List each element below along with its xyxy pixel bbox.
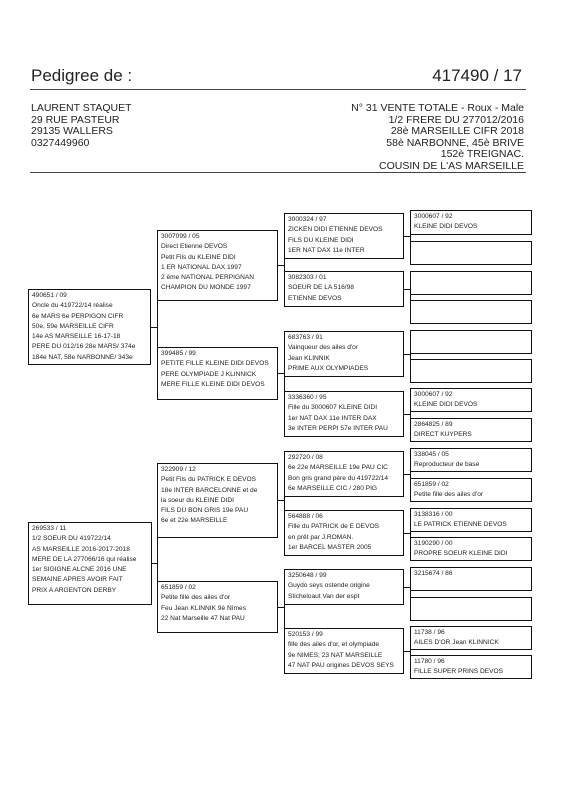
pedigree-note: 2 ème NATIONAL PERPIGNAN (161, 274, 255, 282)
ring-number: 417490 / 17 (432, 66, 522, 85)
pedigree-box-gen3-7 (284, 569, 404, 605)
owner-block (31, 103, 132, 149)
description-line: 58è NARBONNE, 45è BRIVE (386, 136, 524, 149)
pedigree-note: 3e INTER PERPI 57e INTER PAU (288, 424, 388, 432)
pedigree-note: en prêt par J.ROMAN. (288, 533, 354, 541)
pedigree-note: MERE DE LA 277066/16 qui réalise (32, 555, 137, 563)
ring-number: 3138316 / 00 (414, 511, 453, 518)
pedigree-box-gen4-3 (410, 271, 532, 295)
pedigree-note: SEMAINE APRES AVOIR FAIT (32, 576, 123, 584)
pedigree-note: PERE DU 012/16 28e MARS/ 374e (32, 343, 136, 351)
header-divider (30, 89, 526, 90)
pedigree-note: 14e AS MARSEILLE 16-17-18 (32, 333, 121, 341)
pedigree-box-gen3-5 (284, 451, 404, 497)
pedigree-box-father (28, 289, 151, 365)
pedigree-box-gen4-4 (410, 300, 532, 324)
pedigree-box-gen4-7 (410, 388, 532, 412)
ring-number: 3000324 / 97 (288, 216, 327, 223)
pedigree-note: 1ER NAT DAX 11e INTER (288, 246, 365, 254)
pedigree-note: 6e 22e MARSEILLE 19e PAU CIC (288, 464, 388, 472)
pedigree-note: 6e MARS 6e PERPIGON CIFR (32, 312, 124, 320)
pedigree-note: Guydo seys ostende origine (288, 582, 370, 590)
pedigree-note: 6e MARSEILLE CIC / 280 PIG (288, 484, 378, 492)
pedigree-note: FILLE SUPER PRINS DEVOS (414, 668, 504, 676)
ring-number: 3190290 / 00 (414, 540, 453, 547)
pedigree-box-mother (28, 522, 152, 605)
pedigree-note: CHAMPION DU MONDE 1997 (161, 284, 251, 292)
pedigree-box-gen4-8 (410, 418, 532, 442)
description-line: 1/2 FRERE DU 277012/2016 (388, 113, 524, 126)
pedigree-note: Petit Fils du KLEINE DIDI (161, 253, 236, 261)
pedigree-box-dam-dam (157, 581, 278, 633)
pedigree-note: Petite fille des ailes d'or (161, 594, 231, 602)
pedigree-box-gen3-1 (284, 213, 404, 259)
pedigree-box-gen4-6 (410, 359, 532, 383)
pedigree-note: PRIX A ARGENTON DERBY (32, 586, 117, 594)
pedigree-note: KLEINE DIDI DEVOS (414, 401, 478, 409)
owner-city: 29135 WALLERS (31, 125, 113, 137)
ring-number: 651859 / 02 (414, 481, 449, 488)
pedigree-box-gen3-6 (284, 510, 404, 556)
pedigree-box-gen4-2 (410, 241, 532, 265)
pedigree-note: 22 Nat Marseille 47 Nat PAU (161, 614, 245, 622)
ring-number: 3007099 / 05 (161, 233, 200, 240)
pedigree-note: FILS DU KLEINE DIDI (288, 236, 354, 244)
pedigree-note: la soeur du KLEINE DIDI (161, 496, 234, 504)
description-block (351, 103, 524, 172)
pedigree-note: Reproducteur de base (414, 461, 480, 469)
pedigree-note: Vainqueur des ailes d'or (288, 344, 359, 352)
pedigree-note: 6e et 22e MARSEILLE (161, 517, 228, 525)
pedigree-note: Bon gris grand père du 419722/14 (288, 474, 389, 482)
pedigree-note: Fille du PATRICK de E DEVOS (288, 523, 379, 531)
pedigree-box-gen3-3 (284, 331, 404, 377)
pedigree-box-sire-dam (157, 347, 278, 400)
ring-number: 269533 / 11 (32, 525, 67, 532)
pedigree-note: ZICKEN DIDI ETIENNE DEVOS (288, 226, 383, 234)
pedigree-box-gen3-4 (284, 391, 404, 437)
ring-number: 338045 / 05 (414, 451, 449, 458)
pedigree-note: Direct Etienne DEVOS (161, 243, 228, 251)
ring-number: 3336360 / 95 (288, 394, 327, 401)
page-title: Pedigree de : (31, 66, 133, 85)
pedigree-box-gen4-16 (410, 655, 532, 679)
ring-number: 399485 / 99 (161, 350, 196, 357)
pedigree-note: fille des ailes d'or, et olympiade (288, 641, 380, 649)
ring-number: 564888 / 06 (288, 513, 323, 520)
ring-number: 683763 / 91 (288, 334, 323, 341)
ring-number: 3250648 / 99 (288, 572, 327, 579)
owner-street: 29 RUE PASTEUR (31, 113, 120, 126)
pedigree-note: Fille du 3000607 KLEINE DIDI (288, 404, 378, 412)
description-line: 152è TREIGNAC. (440, 148, 524, 160)
pedigree-box-dam-sire (157, 463, 278, 538)
owner-name: LAURENT STAQUET (31, 102, 132, 114)
pedigree-box-gen4-15 (410, 626, 532, 650)
pedigree-note: ETIENNE DEVOS (288, 294, 342, 302)
ring-number: 490651 / 09 (32, 292, 67, 299)
pedigree-note: Jean KLINNIK (288, 354, 330, 362)
ring-number: 11780 / 96 (414, 658, 445, 665)
pedigree-note: Petit Fils du PATRICK E DEVOS (161, 476, 257, 484)
pedigree-note: 47 NAT PAU origines DEVOS SEYS (288, 661, 394, 669)
pedigree-note: Oncle du 419722/14 réalise (32, 302, 113, 310)
pedigree-note: KLEINE DIDI DEVOS (414, 223, 478, 231)
pedigree-note: Feu Jean KLINNIK 9è Nîmes (161, 604, 247, 612)
pedigree-note: PROPRE SOEUR KLEINE DIDI (414, 550, 508, 558)
description-line: COUSIN DE L'AS MARSEILLE (379, 159, 524, 172)
pedigree-note: 184e NAT, 58e NARBONNE/ 343e (32, 353, 133, 361)
pedigree-note: 9e NIMES; 23 NAT MARSEILLE (288, 651, 383, 659)
ring-number: 3082303 / 01 (288, 274, 327, 281)
pedigree-note: PRIME AUX OLYMPIADES (288, 364, 369, 372)
pedigree-note: AS MARSEILLE 2016-2017-2018 (32, 545, 130, 553)
pedigree-note: 1/2 SOEUR DU 419722/14 (32, 535, 111, 543)
pedigree-box-gen4-11 (410, 508, 532, 532)
ring-number: 3000607 / 92 (414, 391, 453, 398)
ring-number: 520153 / 99 (288, 631, 323, 638)
description-divider (30, 172, 526, 173)
pedigree-note: 18e INTER BARCELONNE et de (161, 486, 258, 494)
pedigree-box-gen4-12 (410, 537, 532, 561)
ring-number: 2864825 / 89 (414, 421, 453, 428)
pedigree-note: LE PATRICK ETIENNE DEVOS (414, 521, 507, 529)
pedigree-note: 50e, 59e MARSEILLE CIFR (32, 322, 114, 330)
pedigree-note: Sticheloaut Van der espt (288, 592, 360, 600)
ring-number: 3215674 / 86 (414, 570, 453, 577)
pedigree-box-sire-sire (157, 230, 278, 301)
owner-phone: 0327449960 (31, 136, 90, 149)
pedigree-box-gen4-10 (410, 478, 532, 502)
ring-number: 3000607 / 92 (414, 213, 453, 220)
pedigree-box-gen4-5 (410, 330, 532, 354)
pedigree-box-gen4-9 (410, 448, 532, 472)
pedigree-box-gen4-13 (410, 567, 532, 591)
ring-number: 322909 / 12 (161, 466, 196, 473)
pedigree-note: 1 ER NATIONAL DAX 1997 (161, 263, 242, 271)
pedigree-box-gen3-2 (284, 271, 404, 307)
pedigree-note: MERE FILLE KLEINE DIDI DEVOS (161, 380, 265, 388)
pedigree-box-gen4-14 (410, 597, 532, 621)
pedigree-note: 1er BARCEL MASTER 2005 (288, 543, 372, 551)
description-line: 28è MARSEILLE CIFR 2018 (390, 125, 524, 137)
ring-number: 651859 / 02 (161, 584, 196, 591)
pedigree-note: PETITE FILLE KLEINE DIDI DEVOS (161, 360, 269, 368)
ring-number: 292720 / 08 (288, 454, 323, 461)
pedigree-box-gen4-1 (410, 210, 532, 235)
pedigree-box-gen3-8 (284, 628, 404, 674)
pedigree-note: FILS DU BON GRIS 19e PAU (161, 507, 249, 515)
pedigree-note: 1er SIGIGNE ALCNE 2016 UNE (32, 566, 127, 574)
pedigree-note: AILES D'OR Jean KLINNICK (414, 639, 499, 647)
pedigree-note: Petite fille des ailes d'or (414, 491, 484, 499)
pedigree-note: SOEUR DE LA 516/98 (288, 284, 354, 292)
pedigree-note: 1er NAT DAX 11e INTER DAX (288, 414, 377, 422)
pedigree-note: PERE OLYMPIADE J KLINNICK (161, 370, 257, 378)
pedigree-note: DIRECT KUYPERS (414, 431, 472, 439)
ring-number: 11738 / 96 (414, 629, 445, 636)
description-line: N° 31 VENTE TOTALE - Roux - Male (351, 102, 524, 114)
